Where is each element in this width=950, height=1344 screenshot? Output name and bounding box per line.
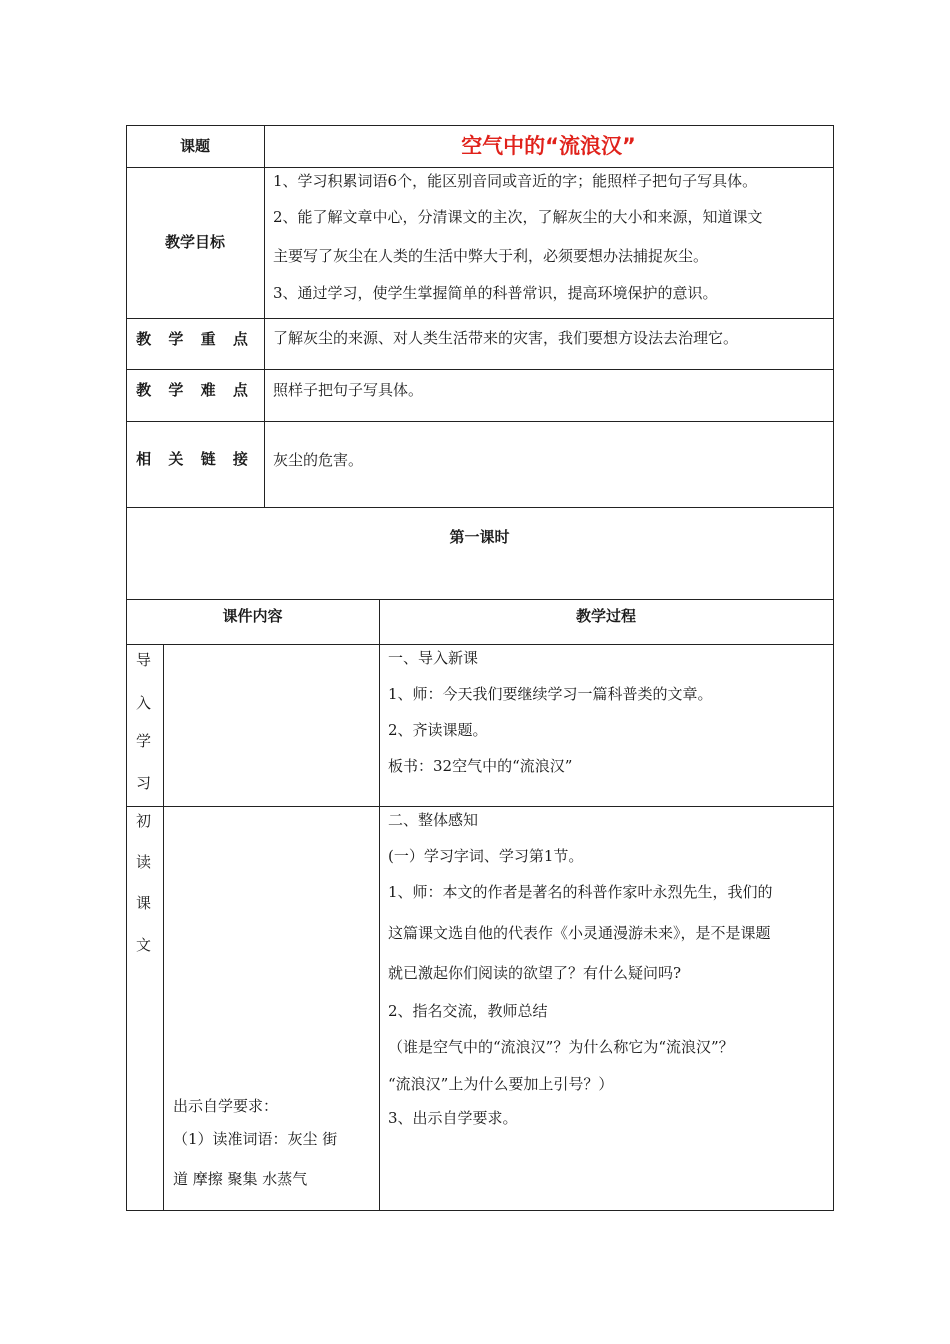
section-2-process-line: 2、指名交流，教师总结 [388,1002,548,1020]
section-2-process-line: 就已激起你们阅读的欲望了？有什么疑问吗? [388,964,682,982]
section-2-content-line: 道 摩擦 聚集 水蒸气 [173,1170,308,1188]
column-header-process: 教学过程 [575,607,636,625]
topic-title: 空气中的“流浪汉” [461,134,636,158]
column-header-content: 课件内容 [222,607,283,625]
section-2-side-char: 文 [136,936,152,954]
section-1-side-char: 入 [136,694,152,712]
section-2-process-line: (一）学习字词、学习第1节。 [388,847,584,865]
row-divider [126,644,834,645]
section-2-process-line: （谁是空气中的“流浪汉”？为什么称它为“流浪汉”？ [388,1038,734,1056]
section-2-content-line: 出示自学要求： [173,1097,279,1115]
key-point-text: 了解灰尘的来源、对人类生活带来的灾害，我们要想方设法去治理它。 [273,329,739,347]
key-point-label: 教 学 重 点 [136,330,254,348]
section-2-process-line: 3、出示自学要求。 [388,1109,518,1127]
objective-line-3: 主要写了灰尘在人类的生活中弊大于利，必须要想办法捕捉灰尘。 [273,247,709,265]
topic-label: 课题 [179,137,210,155]
difficulty-text: 照样子把句子写具体。 [273,381,424,399]
links-label: 相 关 链 接 [136,450,254,468]
table-border-right [833,125,834,1210]
row-divider [126,806,834,807]
objective-line-1: 1、学习积累词语6个，能区别音同或音近的字；能照样子把句子写具体。 [273,172,758,190]
section-2-process-line: 1、师：本文的作者是著名的科普作家叶永烈先生，我们的 [388,883,773,901]
section-1-process-line: 1、师：今天我们要继续学习一篇科普类的文章。 [388,685,713,703]
section-2-process-line: “流浪汉”上为什么要加上引号？） [388,1075,614,1093]
label-column-divider [264,125,265,507]
section-2-side-char: 课 [136,894,152,912]
content-process-divider [379,599,380,1210]
links-text: 灰尘的危害。 [273,451,364,469]
section-1-side-char: 学 [136,732,152,750]
objective-line-2: 2、能了解文章中心，分清课文的主次，了解灰尘的大小和来源，知道课文 [273,208,763,226]
lesson-title: 第一课时 [449,528,510,546]
table-border-bottom [126,1210,834,1211]
section-2-side-char: 初 [136,812,152,830]
side-label-divider [163,644,164,1210]
section-2-process-line: 二、整体感知 [388,811,479,829]
section-1-side-char: 习 [136,774,152,792]
section-2-process-line: 这篇课文选自他的代表作《小灵通漫游未来》，是不是课题 [388,924,771,942]
difficulty-label: 教 学 难 点 [136,381,254,399]
section-1-process-line: 板书：32空气中的“流浪汉” [388,757,573,775]
objective-line-4: 3、通过学习，使学生掌握简单的科普常识，提高环境保护的意识。 [273,284,718,302]
section-2-side-char: 读 [136,853,152,871]
section-1-process-line: 一、导入新课 [388,649,479,667]
section-2-content-line: （1）读准词语：灰尘 街 [173,1130,338,1148]
section-1-process-line: 2、齐读课题。 [388,721,488,739]
section-1-side-char: 导 [136,651,152,669]
objectives-label: 教学目标 [164,233,225,251]
